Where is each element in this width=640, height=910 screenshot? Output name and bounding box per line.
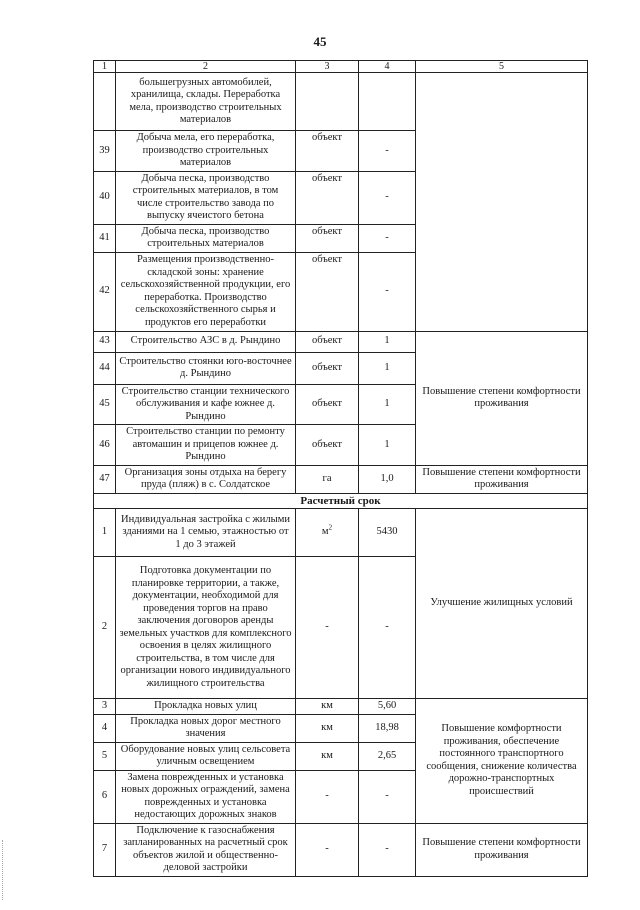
row-value: 1 (359, 352, 416, 384)
unit-superscript: 2 (328, 523, 333, 532)
row-description: большегрузных автомобилей, хранилища, склады. Переработка мела, производство строительных материалов (116, 73, 296, 131)
row-value: 5430 (359, 509, 416, 557)
row-effect: Повышение степени комфортности проживания (416, 465, 588, 493)
row-number: 5 (94, 742, 116, 770)
row-value: - (359, 770, 416, 823)
row-number: 2 (94, 557, 116, 699)
unit-text: м (321, 526, 329, 538)
scan-edge-mark (2, 840, 5, 900)
section-title: Расчетный срок (94, 493, 588, 509)
section-row (94, 493, 588, 509)
row-value: - (359, 224, 416, 252)
table-row (94, 465, 588, 493)
row-description: Строительство стоянки юго-восточнее д. Рындино (116, 352, 296, 384)
row-description: Подключение к газоснабжения запланированных на расчетный срок объектов жилой и общественно-деловой застройки (116, 823, 296, 876)
row-effect: Улучшение жилищных условий (416, 509, 588, 699)
row-description: Подготовка документации по планировке территории, а также, документации, необходимой для проведения торгов на право заключения договоров аренды земельных участков для комплексного освоения в целях жилищного строительства, в том числе для организации нового индивидуального жилищного строительства (116, 557, 296, 699)
row-unit (296, 73, 359, 131)
column-header: 5 (416, 61, 588, 73)
table-row (94, 509, 588, 557)
row-value: 5,60 (359, 699, 416, 715)
row-unit: - (296, 770, 359, 823)
row-value: - (359, 557, 416, 699)
row-unit: объект (296, 425, 359, 466)
table-row (94, 73, 588, 131)
column-header: 4 (359, 61, 416, 73)
row-unit: - (296, 823, 359, 876)
page-number: 45 (313, 34, 327, 49)
row-value: - (359, 823, 416, 876)
row-description: Размещения производственно-складской зоны: хранение сельскохозяйственной продукции, его переработка. Производство сельскохозяйственного сырья и продуктов его переработки (116, 252, 296, 331)
row-value (359, 73, 416, 131)
row-description: Организация зоны отдыха на берегу пруда (пляж) в с. Солдатское (116, 465, 296, 493)
row-description: Прокладка новых улиц (116, 699, 296, 715)
row-number: 45 (94, 384, 116, 425)
column-header: 1 (94, 61, 116, 73)
row-description: Добыча песка, производство строительных материалов (116, 224, 296, 252)
plan-table (93, 60, 588, 877)
row-unit: км (296, 742, 359, 770)
row-description: Оборудование новых улиц сельсовета уличным освещением (116, 742, 296, 770)
row-number: 42 (94, 252, 116, 331)
row-description: Индивидуальная застройка с жилыми зданиями на 1 семью, этажностью от 1 до 3 этажей (116, 509, 296, 557)
column-header: 2 (116, 61, 296, 73)
row-value: - (359, 252, 416, 331)
row-unit: объект (296, 252, 359, 331)
row-description: Добыча песка, производство строительных материалов, в том числе строительство завода по выпуску ячеистого бетона (116, 171, 296, 224)
row-value: 1 (359, 384, 416, 425)
row-number: 4 (94, 714, 116, 742)
row-unit: объект (296, 171, 359, 224)
row-number: 7 (94, 823, 116, 876)
row-number: 6 (94, 770, 116, 823)
row-number: 3 (94, 699, 116, 715)
row-number: 47 (94, 465, 116, 493)
row-value: 2,65 (359, 742, 416, 770)
row-value: 1 (359, 331, 416, 352)
row-number: 39 (94, 131, 116, 172)
column-header: 3 (296, 61, 359, 73)
row-value: - (359, 131, 416, 172)
row-effect: Повышение степени комфортности проживания (416, 823, 588, 876)
row-description: Строительство станции технического обслуживания и кафе южнее д. Рындино (116, 384, 296, 425)
row-unit: - (296, 557, 359, 699)
row-effect: Повышение комфортности проживания, обеспечение постоянного транспортного сообщения, снижение количества дорожно-транспортных происшествий (416, 699, 588, 824)
row-unit: га (296, 465, 359, 493)
row-unit: объект (296, 331, 359, 352)
row-number: 44 (94, 352, 116, 384)
header-row (94, 61, 588, 73)
row-unit: объект (296, 131, 359, 172)
row-description: Прокладка новых дорог местного значения (116, 714, 296, 742)
row-number: 46 (94, 425, 116, 466)
row-description: Строительство станции по ремонту автомашин и прицепов южнее д. Рындино (116, 425, 296, 466)
table-row (94, 699, 588, 715)
row-description: Добыча мела, его переработка, производство строительных материалов (116, 131, 296, 172)
row-unit: объект (296, 384, 359, 425)
row-unit: объект (296, 224, 359, 252)
row-unit: км (296, 699, 359, 715)
row-number: 1 (94, 509, 116, 557)
row-effect: Повышение степени комфортности проживания (416, 331, 588, 465)
table-row (94, 823, 588, 876)
row-number (94, 73, 116, 131)
row-description: Замена поврежденных и установка новых дорожных ограждений, замена поврежденных и установка недостающих дорожных знаков (116, 770, 296, 823)
row-value: 18,98 (359, 714, 416, 742)
row-number: 41 (94, 224, 116, 252)
row-number: 43 (94, 331, 116, 352)
row-effect-empty (416, 73, 588, 332)
row-value: - (359, 171, 416, 224)
table-row (94, 331, 588, 352)
row-unit: объект (296, 352, 359, 384)
row-number: 40 (94, 171, 116, 224)
row-value: 1 (359, 425, 416, 466)
row-description: Строительство АЗС в д. Рындино (116, 331, 296, 352)
row-unit: км (296, 714, 359, 742)
row-value: 1,0 (359, 465, 416, 493)
row-unit (296, 509, 359, 557)
